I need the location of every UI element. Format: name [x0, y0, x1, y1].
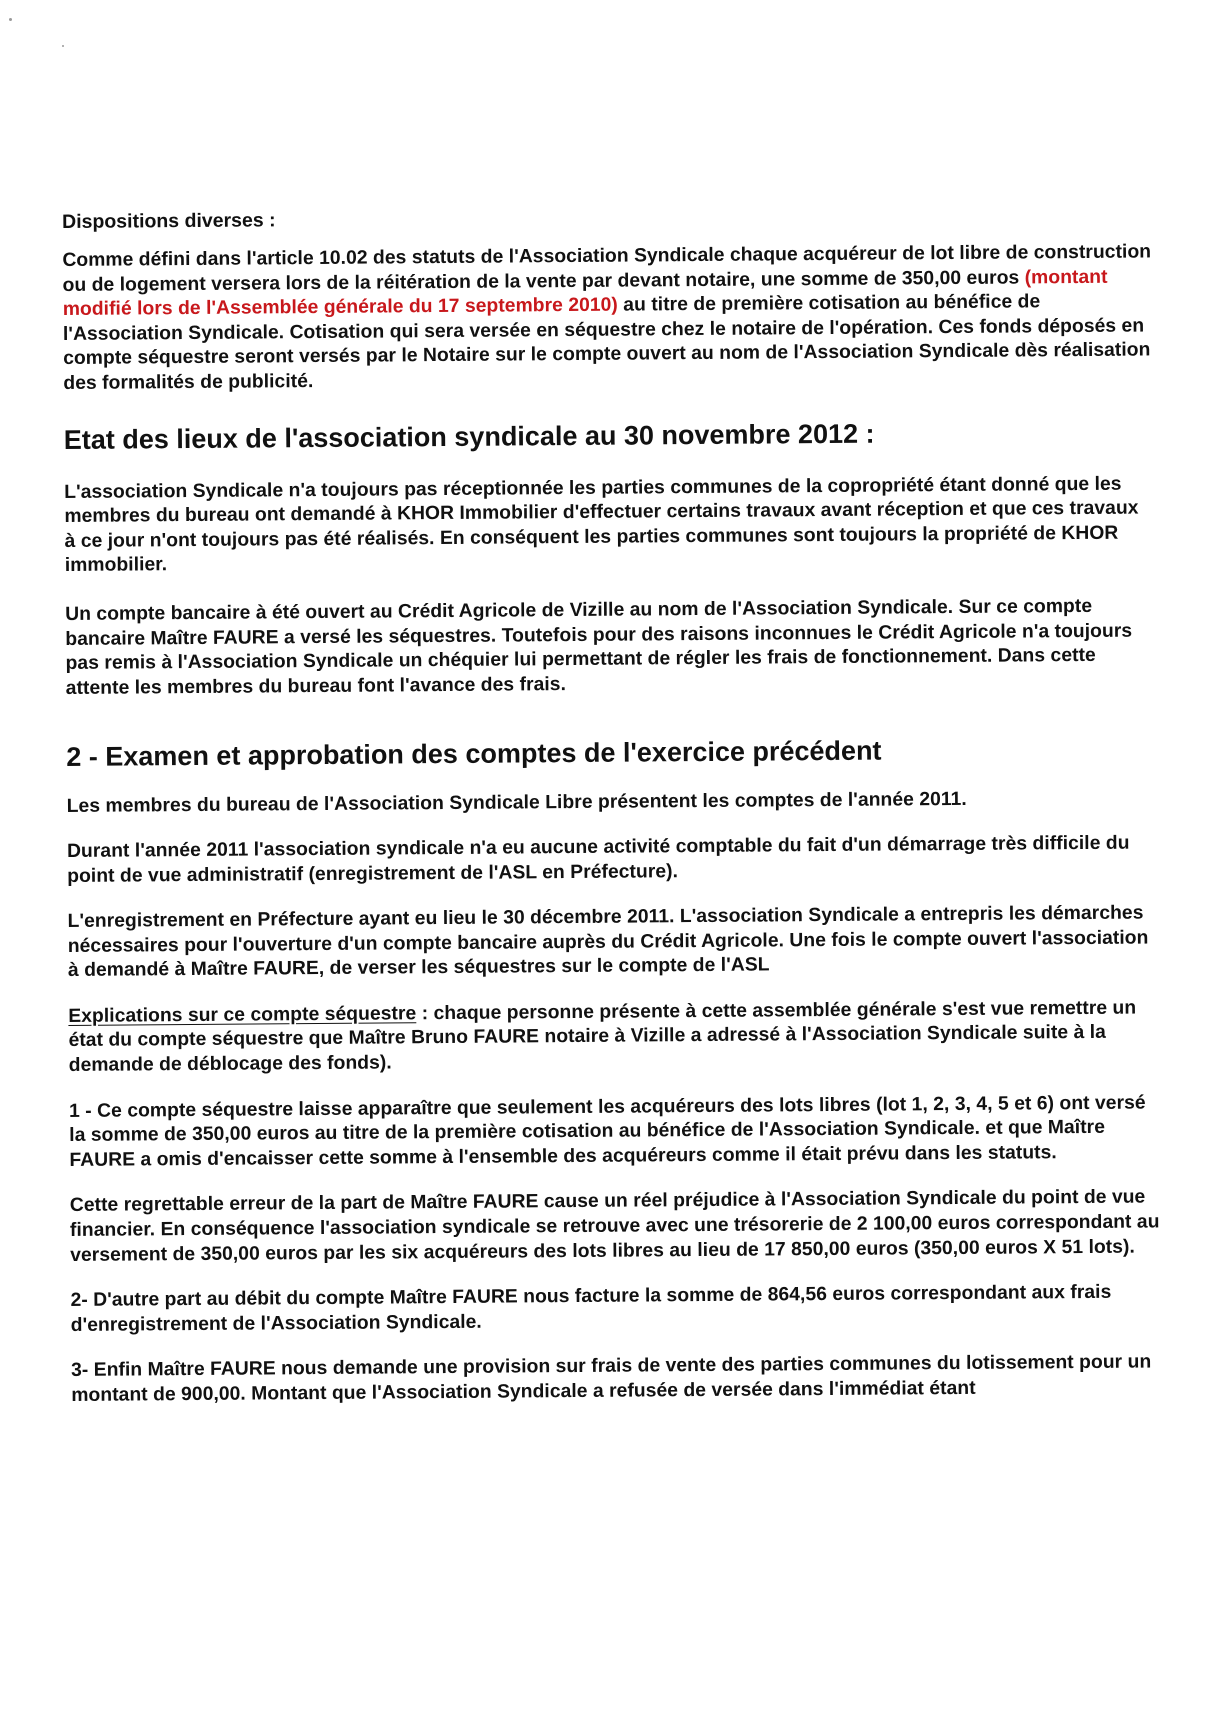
section-title-dispositions-diverses: Dispositions diverses : — [62, 209, 276, 233]
paragraph-text: Comme défini dans l'article 10.02 des statuts de l'Association Syndicale chaque acquéreur de lot libre de construction ou de logement versera lors de la réitération de la vente par devant notaire, une somme de 350,00 euros — [62, 241, 1152, 296]
paragraph-point-2: 2- D'autre part au débit du compte Maître FAURE nous facture la somme de 864,56 euros correspondant aux frais d'enregistrement de l'Association Syndicale. — [70, 1282, 1112, 1336]
scan-speck — [9, 18, 12, 21]
underlined-subheading: Explications sur ce compte séquestre — [68, 1003, 417, 1027]
paragraph-point-3: 3- Enfin Maître FAURE nous demande une provision sur frais de vente des parties communes du lotissement pour un montant de 900,00. Montant que l'Association Syndicale a refusée de versée dans l'immédiat étant — [71, 1351, 1152, 1406]
section-title-etat-des-lieux: Etat des lieux de l'association syndicale au 30 novembre 2012 : — [63, 418, 875, 455]
scan-speck — [62, 45, 64, 47]
paragraph-comptes-1: Les membres du bureau de l'Association Syndicale Libre présentent les comptes de l'année 2011. — [66, 789, 967, 818]
paragraph-comptes-3: L'enregistrement en Préfecture ayant eu lieu le 30 décembre 2011. L'association Syndicale a entrepris les démarches nécessaires pour l'ouverture d'un compte bancaire auprès du Crédit Agricole. Une fois le compte ouvert l'association à demandé à Maître FAURE, de verser les séquestres sur le compte de l'ASL — [67, 902, 1149, 982]
paragraph-text: au titre de première cotisation au bénéfice de l'Association Syndicale. Cotisation qui sera versée en séquestre chez le notaire de l'opération. Ces fonds déposés en compte séquestre seront versés par le Notaire sur le compte ouvert au nom de l'Association Syndicale dès réalisation des formalités de publicité. — [62, 291, 1151, 394]
paragraph-comptes-2: Durant l'année 2011 l'association syndicale n'a eu aucune activité comptable du fait d'un démarrage très difficile du point de vue administratif (enregistrement de l'ASL en Préfecture). — [66, 832, 1130, 887]
paragraph-point-1: 1 - Ce compte séquestre laisse apparaître que seulement les acquéreurs des lots libres (lot 1, 2, 3, 4, 5 et 6) ont versé la somme de 350,00 euros au titre de la première cotisation au bénéfice de l'Association Syndicale. et que Maître FAURE a omis d'encaisser cette somme à l'ensemble des acquéreurs comme il était prévu dans les statuts. — [68, 1092, 1146, 1171]
paragraph-text: : chaque personne présente à cette assemblée générale s'est vue remettre un état du compte séquestre que Maître Bruno FAURE notaire à Vizille a adressé à l'Association Syndicale suite à la demande de déblocage des fonds). — [68, 997, 1137, 1077]
paragraph-etat-1: L'association Syndicale n'a toujours pas réceptionnée les parties communes de la copropriété étant donné que les membres du bureau ont demandé à KHOR Immobilier d'effectuer certains travaux avant réception et que ces travaux à ce jour n'ont toujours pas été réalisés. En conséquent les parties communes sont toujours la propriété de KHOR immobilier. — [64, 473, 1139, 577]
paragraph-dispositions — [62, 240, 1153, 396]
paragraph-etat-2: Un compte bancaire à été ouvert au Crédit Agricole de Vizille au nom de l'Association Syndicale. Sur ce compte bancaire Maître FAURE a versé les séquestres. Toutefois pour des raisons inconnues le Crédit Agricole n'a toujours pas remis à l'Association Syndicale un chéquier lui permettant de régler les frais de fonctionnement. Dans cette attente les membres du bureau font l'avance des frais. — [65, 595, 1133, 699]
document-content — [62, 201, 1161, 1408]
section-title-examen-comptes: 2 - Examen et approbation des comptes de l'exercice précédent — [66, 735, 882, 773]
paragraph-erreur: Cette regrettable erreur de la part de Maître FAURE cause un réel préjudice à l'Association Syndicale du point de vue financier. En conséquence l'association syndicale se retrouve avec une trésorerie de 2 100,00 euros correspondant au versement de 350,00 euros par les six acquéreurs des lots libres au lieu de 17 850,00 euros (350,00 euros X 51 lots). — [69, 1186, 1160, 1266]
highlighted-amendment-text: (montant modifié lors de l'Assemblée générale du 17 septembre 2010) — [62, 266, 1108, 321]
paragraph-explications — [68, 996, 1159, 1078]
